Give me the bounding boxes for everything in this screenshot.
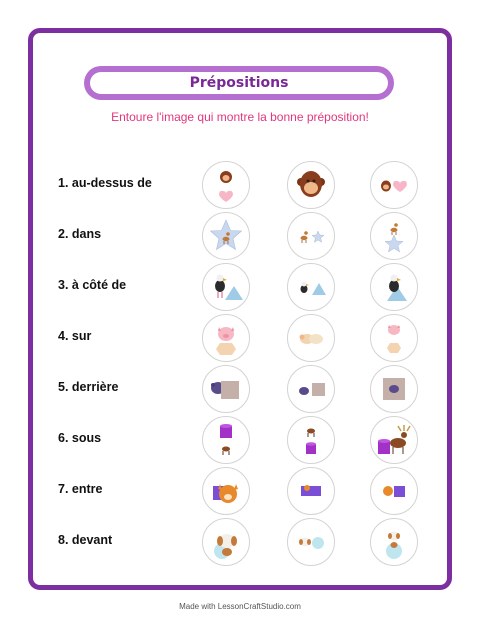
dog-in-front-of-circle-icon [203, 519, 249, 565]
question-label: 7. entre [58, 482, 103, 496]
option-moose-beside-cylinder[interactable] [370, 416, 418, 464]
question-row-8 [58, 518, 438, 568]
title-banner [84, 66, 394, 100]
title-banner-inner [90, 72, 388, 94]
bird-beside-triangle-small-icon [288, 264, 334, 310]
bird-on-triangle-icon [371, 264, 417, 310]
hippo-in-square-icon [371, 366, 417, 412]
option-dog-on-circle[interactable] [370, 518, 418, 566]
monkey-above-heart-icon [203, 162, 249, 208]
hippo-behind-square-icon [203, 366, 249, 412]
option-pig-on-hexagon[interactable] [202, 314, 250, 362]
hippo-beside-square-icon [288, 366, 334, 412]
moose-under-cylinder-icon [203, 417, 249, 463]
moose-above-cylinder-icon [288, 417, 334, 463]
option-cubes-around[interactable] [287, 467, 335, 515]
question-row-3 [58, 263, 438, 313]
option-deer-in-star[interactable] [202, 212, 250, 260]
option-hippo-beside-square[interactable] [287, 365, 335, 413]
cat-in-front-of-cube-icon [203, 468, 249, 514]
footer-credit: Made with LessonCraftStudio.com [179, 602, 301, 611]
instruction-text: Entoure l'image qui montre la bonne préposition! [111, 110, 369, 124]
cat-between-cubes-icon [371, 468, 417, 514]
deer-beside-star-icon [288, 213, 334, 259]
deer-on-star-icon [371, 213, 417, 259]
option-cat-in-front-of-cube[interactable] [202, 467, 250, 515]
option-moose-above-cylinder[interactable] [287, 416, 335, 464]
question-row-4 [58, 314, 438, 364]
deer-in-star-icon [203, 213, 249, 259]
option-bird-beside-triangle[interactable] [202, 263, 250, 311]
sheep-pair-icon [288, 315, 334, 361]
page-title: Prépositions [189, 75, 289, 91]
question-row-2 [58, 212, 438, 262]
option-dog-in-front-of-circle[interactable] [202, 518, 250, 566]
moose-beside-cylinder-icon [371, 417, 417, 463]
dog-on-circle-icon [371, 519, 417, 565]
option-deer-on-star[interactable] [370, 212, 418, 260]
option-dog-beside-circle[interactable] [287, 518, 335, 566]
pig-above-hexagon-icon [371, 315, 417, 361]
option-hippo-behind-square[interactable] [202, 365, 250, 413]
question-row-5 [58, 365, 438, 415]
question-label: 1. au-dessus de [58, 176, 152, 190]
cubes-around-icon [288, 468, 334, 514]
option-monkey-above-heart[interactable] [202, 161, 250, 209]
option-bird-beside-triangle-small[interactable] [287, 263, 335, 311]
option-deer-beside-star[interactable] [287, 212, 335, 260]
question-label: 8. devant [58, 533, 113, 547]
big-monkey-icon [288, 162, 334, 208]
dog-beside-circle-icon [288, 519, 334, 565]
question-label: 3. à côté de [58, 278, 127, 292]
option-big-monkey[interactable] [287, 161, 335, 209]
pig-on-hexagon-icon [203, 315, 249, 361]
question-row-1 [58, 161, 438, 211]
option-cat-between-cubes[interactable] [370, 467, 418, 515]
question-label: 2. dans [58, 227, 102, 241]
option-sheep-pair[interactable] [287, 314, 335, 362]
question-row-6 [58, 416, 438, 466]
question-label: 6. sous [58, 431, 102, 445]
question-label: 5. derrière [58, 380, 119, 394]
question-row-7 [58, 467, 438, 517]
option-hippo-in-square[interactable] [370, 365, 418, 413]
monkey-beside-heart-icon [371, 162, 417, 208]
question-label: 4. sur [58, 329, 92, 343]
option-monkey-beside-heart[interactable] [370, 161, 418, 209]
option-bird-on-triangle[interactable] [370, 263, 418, 311]
option-pig-above-hexagon[interactable] [370, 314, 418, 362]
bird-beside-triangle-icon [203, 264, 249, 310]
option-moose-under-cylinder[interactable] [202, 416, 250, 464]
